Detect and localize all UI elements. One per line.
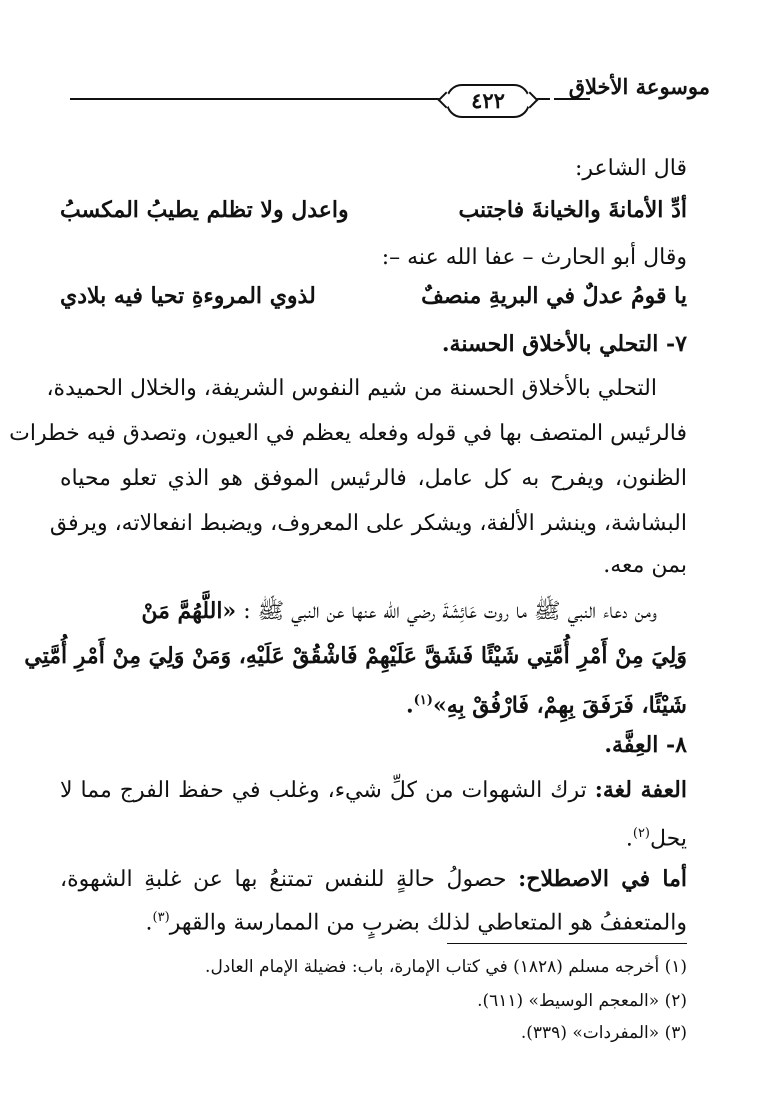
footnote-3: (٣) «المفردات» (٣٣٩).	[520, 1023, 687, 1043]
hadith-text-end-line: شَيْئًا، فَرَفَقَ بِهِمْ، فَارْفُقْ بِهِ»$^{(١)}$.	[405, 692, 687, 719]
footnote-1: (١) أخرجه مسلم (١٨٢٨) في كتاب الإمارة، باب: فضيلة الإمام العادل.	[205, 957, 687, 977]
definition-line-end: والمتعففُ هو المتعاطي لذلك بضربٍ من الممارسة والقهر$^{(٣)}$.	[145, 910, 687, 936]
hadith-intro-line	[60, 594, 657, 629]
hadith-text-line: وَلِيَ مِنْ أَمْرِ أُمَّتِي شَيْئًا فَشَقَّ عَلَيْهِمْ فَاشْقُقْ عَلَيْهِ، وَمَنْ وَلِيَ مِنْ أَمْرِ أُمَّتِي	[24, 643, 687, 669]
hadith-intro: ومن دعاء النبي ﷺ ما روت عَائِشَةَ رضي الله عنها عن النبي ﷺ :	[243, 599, 657, 624]
hadith-text-start: «اللَّهُمَّ مَنْ	[141, 598, 237, 624]
definition-label-istilah: أما في الاصطلاح:	[518, 866, 688, 892]
footnote-ref-2: (٢)	[632, 826, 650, 841]
definition-text: ترك الشهوات من كلِّ شيء، وغلب في حفظ الفرج مما لا	[60, 778, 587, 803]
text-line: وقال أبو الحارث – عفا الله عنه –:	[381, 245, 687, 270]
verse-hemistich-1b: واعدل ولا تظلم يطيبُ المكسبُ	[60, 197, 349, 223]
definition-text: حصولُ حالةٍ للنفس تمتنعُ بها عن غلبةِ الشهوة،	[60, 867, 507, 892]
definition-text-end: يحل	[650, 826, 687, 852]
paragraph-line: بمن معه.	[603, 553, 687, 578]
definition-line-end: يحل$^{(٢)}$.	[625, 826, 687, 852]
paragraph-line: التحلي بالأخلاق الحسنة من شيم النفوس الشريفة، والخلال الحميدة،	[46, 376, 657, 401]
text-line: قال الشاعر:	[574, 156, 687, 181]
paragraph-line: فالرئيس المتصف بها في قوله وفعله يعظم في العيون، وتصدق فيه خطرات	[9, 421, 687, 446]
paragraph-line: البشاشة، وينشر الألفة، ويشكر على المعروف، ويضبط انفعالاته، ويرفق	[49, 511, 687, 536]
definition-text-end: والمتعففُ هو المتعاطي لذلك بضربٍ من الممارسة والقهر	[169, 910, 687, 936]
footnote-ref-3: (٣)	[152, 910, 170, 925]
section-heading-7: ٧- التحلي بالأخلاق الحسنة.	[441, 331, 687, 357]
book-title: موسوعة الأخلاق	[568, 74, 710, 99]
section-heading-8: ٨- العِفَّة.	[604, 732, 687, 758]
definition-line	[60, 862, 687, 897]
verse-hemistich-1a: أدِّ الأمانةَ والخيانةَ فاجتنب	[458, 197, 687, 223]
page-header	[70, 68, 710, 112]
definition-label-lughah: العفة لغة:	[594, 777, 687, 803]
definition-line	[60, 773, 687, 808]
footnote-2: (٢) «المعجم الوسيط» (٦١١).	[477, 991, 687, 1011]
footnote-separator	[447, 943, 687, 944]
verse-hemistich-2a: يا قومُ عدلٌ في البريةِ منصفٌ	[421, 283, 687, 309]
verse-hemistich-2b: لذوي المروءةِ تحيا فيه بلادي	[60, 283, 316, 309]
paragraph-line: الظنون، ويفرح به كل عامل، فالرئيس الموفق هو الذي تعلو محياه	[60, 466, 687, 491]
page-number: ٤٢٢	[446, 84, 530, 118]
hadith-text-end: شَيْئًا، فَرَفَقَ بِهِمْ، فَارْفُقْ بِهِ»	[432, 692, 687, 719]
footnote-ref-1: (١)	[413, 693, 433, 708]
